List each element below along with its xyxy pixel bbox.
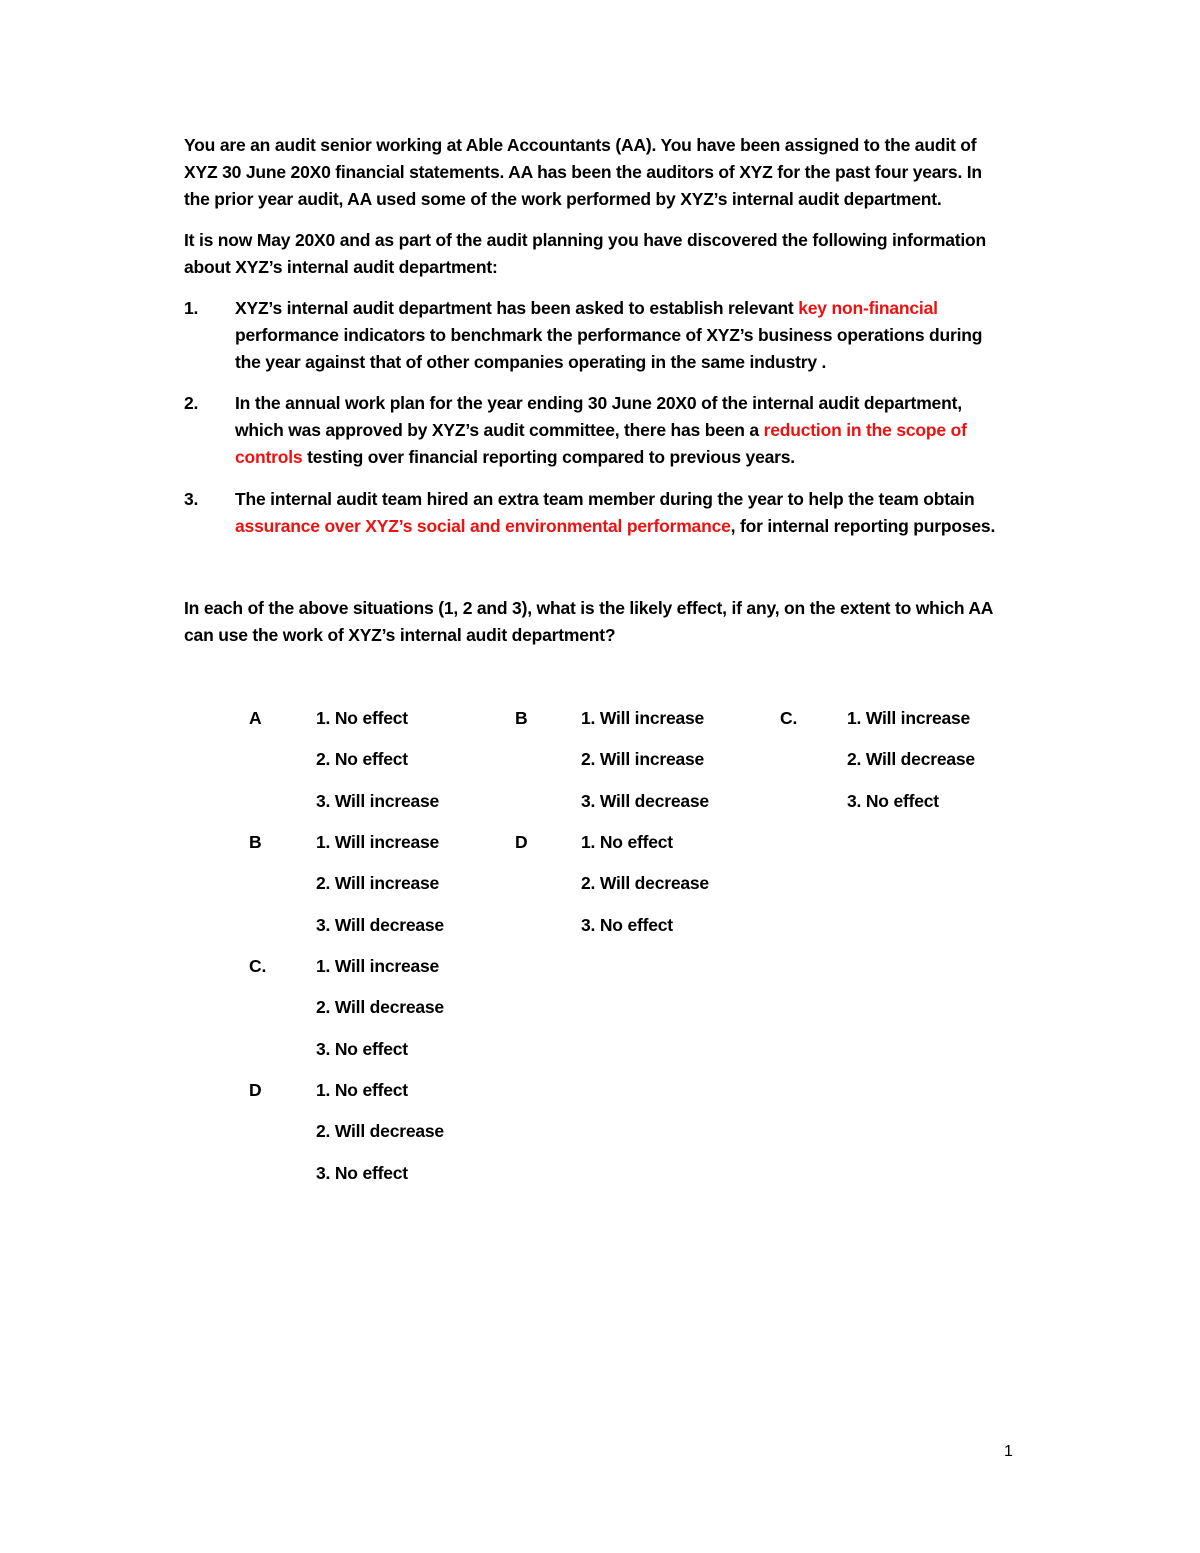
item-text: testing over financial reporting compared to previous years.: [302, 447, 795, 467]
option-answer: 2. Will decrease: [316, 1121, 444, 1141]
option-answer: 2. Will decrease: [847, 749, 975, 769]
option-letter[interactable]: C.: [249, 956, 267, 976]
option-answer: 2. No effect: [316, 749, 408, 769]
option-answer: 3. Will increase: [316, 791, 440, 811]
option-answer: 2. Will increase: [581, 749, 705, 769]
question-line: can use the work of XYZ’s internal audit department?: [184, 625, 616, 645]
option-answer: 2. Will increase: [316, 873, 440, 893]
highlighted-text: assurance over XYZ’s social and environmental performance: [235, 516, 731, 536]
option-letter[interactable]: C.: [780, 708, 798, 728]
situation-item-1: [184, 295, 1024, 376]
item-line: [235, 417, 1024, 444]
option-answer: 1. No effect: [316, 708, 408, 728]
option-answer: 3. No effect: [847, 791, 939, 811]
item-text: which was approved by XYZ’s audit committee, there has been a: [235, 420, 764, 440]
item-line: [235, 444, 1024, 471]
context-paragraph: [184, 227, 1024, 281]
item-line: The internal audit team hired an extra team member during the year to help the team obtain: [235, 489, 975, 509]
item-line: the year against that of other companies operating in the same industry .: [235, 352, 827, 372]
option-answer: 1. No effect: [581, 832, 673, 852]
option-answer: 1. Will increase: [581, 708, 705, 728]
question-paragraph: [184, 595, 1024, 649]
option-answer: 1. Will increase: [847, 708, 971, 728]
item-line: In the annual work plan for the year ending 30 June 20X0 of the internal audit department,: [235, 393, 962, 413]
highlighted-text: controls: [235, 447, 303, 467]
intro-line: the prior year audit, AA used some of the work performed by XYZ’s internal audit department.: [184, 189, 942, 209]
option-answer: 2. Will decrease: [581, 873, 709, 893]
page-number: 1: [1004, 1443, 1013, 1460]
item-number: 1.: [184, 298, 199, 318]
option-letter[interactable]: D: [515, 832, 528, 852]
option-answer: 3. No effect: [316, 1163, 408, 1183]
option-answer: 1. No effect: [316, 1080, 408, 1100]
intro-paragraph: [184, 132, 1024, 213]
option-letter[interactable]: D: [249, 1080, 262, 1100]
situation-item-2: [184, 390, 1024, 471]
highlighted-text: reduction in the scope of: [763, 420, 967, 440]
option-letter[interactable]: A: [249, 708, 262, 728]
option-answer: 2. Will decrease: [316, 997, 444, 1017]
option-letter[interactable]: B: [249, 832, 262, 852]
option-answer: 3. Will decrease: [316, 915, 444, 935]
option-letter[interactable]: B: [515, 708, 528, 728]
context-line: about XYZ’s internal audit department:: [184, 257, 498, 277]
highlighted-text: key non-financial: [798, 298, 938, 318]
context-line: It is now May 20X0 and as part of the audit planning you have discovered the following information: [184, 230, 987, 250]
item-text: , for internal reporting purposes.: [730, 516, 996, 536]
option-answer: 3. No effect: [316, 1039, 408, 1059]
item-line: performance indicators to benchmark the performance of XYZ’s business operations during: [235, 325, 983, 345]
option-answer: 1. Will increase: [316, 956, 440, 976]
item-line: [235, 295, 1024, 322]
option-answer: 3. No effect: [581, 915, 673, 935]
option-answer: 3. Will decrease: [581, 791, 709, 811]
option-answer: 1. Will increase: [316, 832, 440, 852]
intro-line: You are an audit senior working at Able Accountants (AA). You have been assigned to the audit of: [184, 135, 977, 155]
intro-line: XYZ 30 June 20X0 financial statements. AA has been the auditors of XYZ for the past four years. In: [184, 162, 982, 182]
item-text: XYZ’s internal audit department has been asked to establish relevant: [235, 298, 799, 318]
item-number: 3.: [184, 489, 199, 509]
item-line: [235, 513, 1024, 540]
item-number: 2.: [184, 393, 199, 413]
question-line: In each of the above situations (1, 2 and 3), what is the likely effect, if any, on the extent to which AA: [184, 598, 994, 618]
situation-item-3: [184, 486, 1024, 540]
